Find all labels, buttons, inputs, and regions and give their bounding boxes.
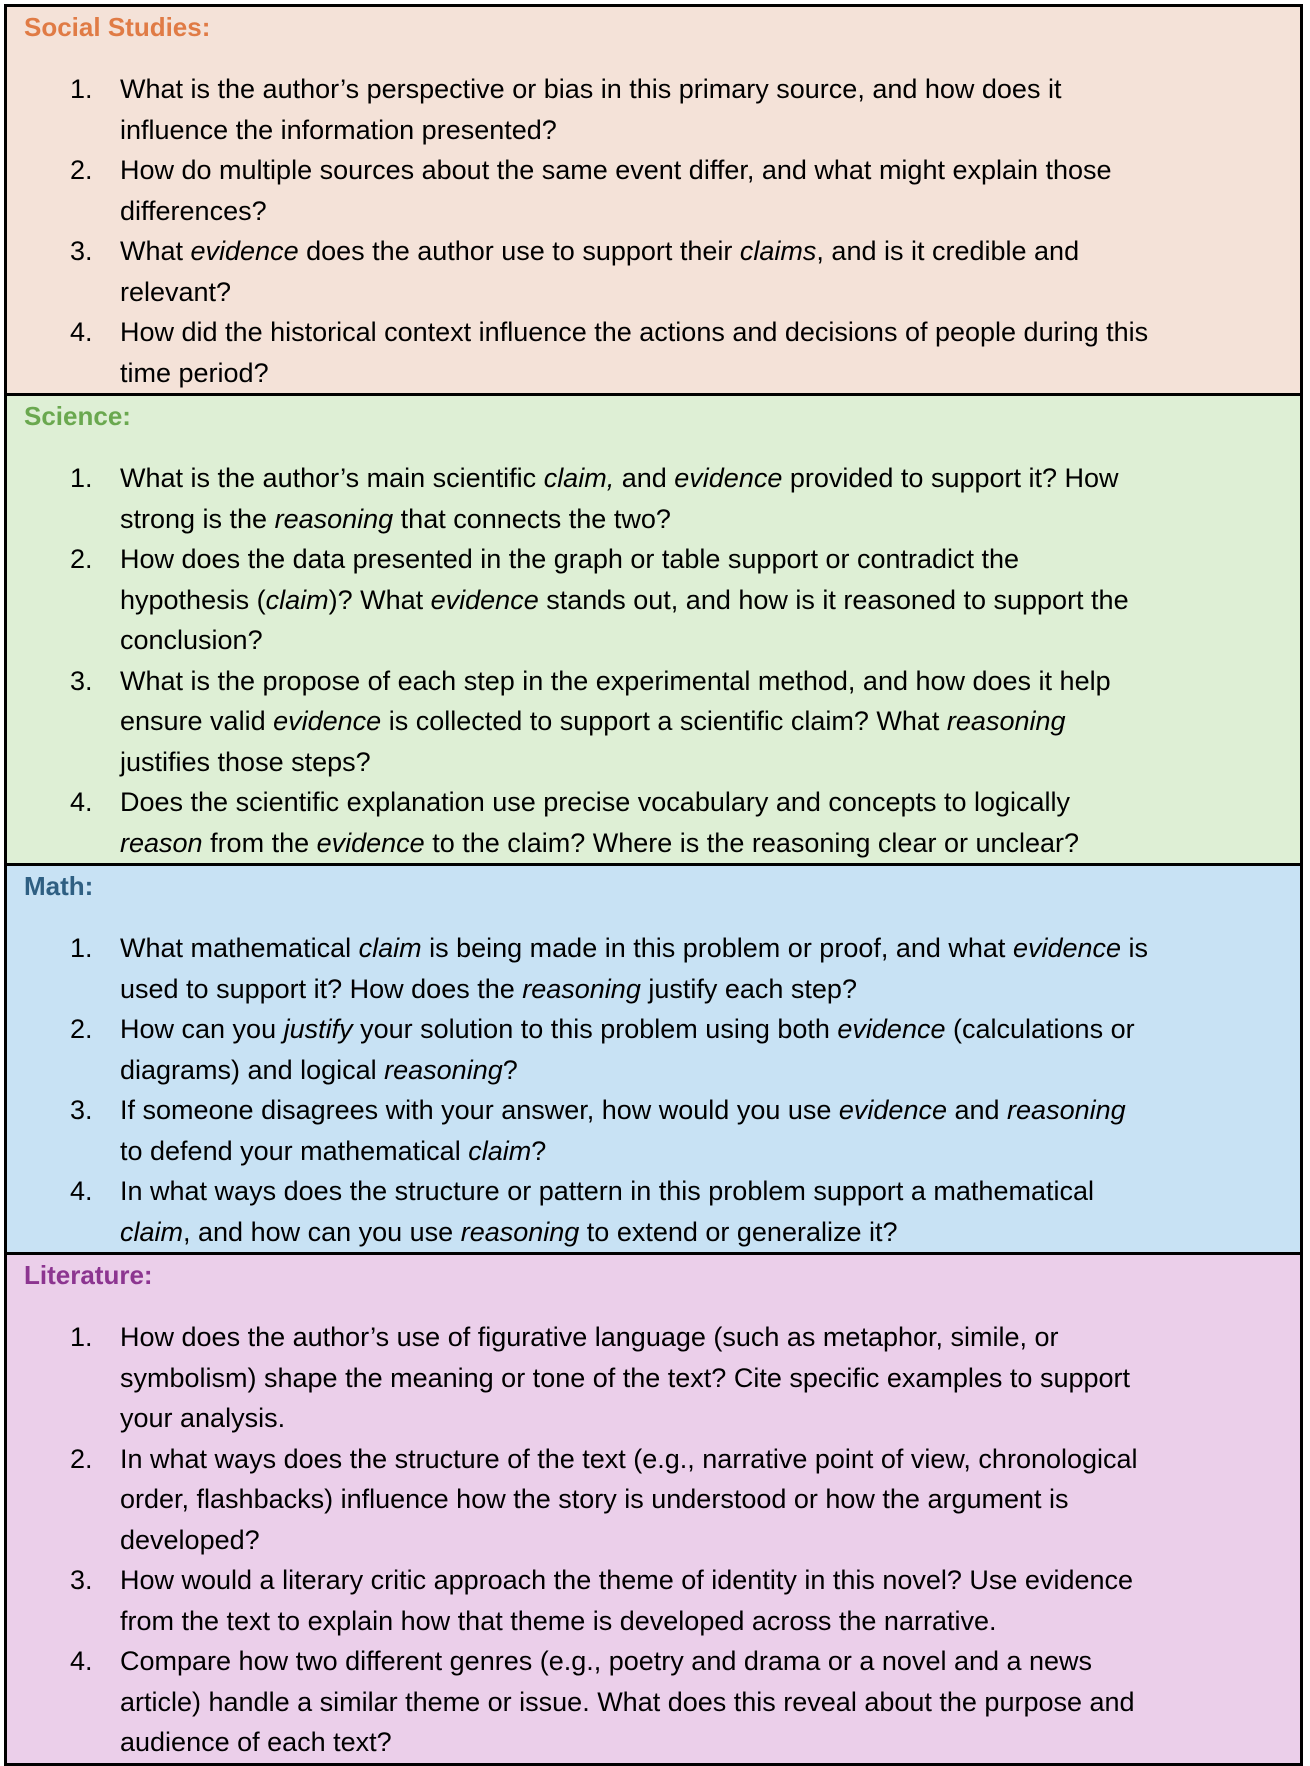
question-item: [7, 1439, 1300, 1561]
question-number: 2.: [70, 544, 93, 574]
question-text-line: [120, 1131, 1300, 1172]
text-segment: to the claim? Where is the reasoning clear or unclear?: [424, 827, 1080, 858]
question-number: 3.: [70, 1095, 93, 1125]
question-text-line: [120, 110, 1300, 151]
text-segment: your analysis.: [120, 1403, 286, 1433]
question-text-line: [120, 782, 1300, 823]
question-number: 3.: [70, 665, 93, 696]
text-segment: In what ways does the structure or pattern in this problem support a mathematical: [120, 1176, 1094, 1206]
question-item: [7, 1317, 1300, 1439]
text-segment: that connects the two?: [393, 503, 671, 534]
question-number: 4.: [70, 1646, 93, 1676]
text-segment: If someone disagrees with your answer, how would you use: [120, 1095, 839, 1125]
question-number: 2.: [70, 1014, 93, 1044]
text-segment: does the author use to support their: [298, 236, 740, 266]
text-segment: How does the author’s use of figurative language (such as metaphor, simile, or: [120, 1322, 1059, 1352]
text-segment: What is the propose of each step in the experimental method, and how does it help: [120, 665, 1111, 696]
section-math: [7, 863, 1300, 1252]
emphasized-term: claim: [120, 1216, 184, 1247]
question-text-line: [120, 1009, 1300, 1050]
question-item: [7, 150, 1300, 231]
text-segment: strong is the: [120, 503, 275, 534]
question-list: [7, 69, 1300, 393]
question-text-line: [120, 231, 1300, 272]
text-segment: audience of each text?: [120, 1727, 392, 1757]
question-list: [7, 458, 1300, 863]
text-segment: from the text to explain how that theme is developed across the narrative.: [120, 1605, 997, 1636]
question-text-line: [120, 580, 1300, 621]
question-item: [7, 1171, 1300, 1252]
question-text-line: [120, 1682, 1300, 1723]
text-segment: article) handle a similar theme or issue. What does this reveal about the purpose and: [120, 1686, 1135, 1717]
question-item: [7, 539, 1300, 661]
text-segment: )? What: [328, 584, 431, 615]
text-segment: How does the data presented in the graph or table support or contradict the: [120, 544, 1020, 574]
text-segment: (calculations or: [945, 1014, 1135, 1044]
question-item: [7, 1090, 1300, 1171]
question-text-line: [120, 969, 1300, 1010]
text-segment: hypothesis (: [120, 584, 266, 615]
emphasized-term: evidence: [674, 463, 783, 493]
question-text-line: [120, 1601, 1300, 1642]
emphasized-term: reasoning: [384, 1054, 503, 1085]
text-segment: differences?: [120, 195, 267, 226]
question-number: 3.: [70, 1565, 93, 1595]
section-social-studies: [7, 7, 1300, 393]
text-segment: relevant?: [120, 276, 232, 307]
question-text-line: [120, 823, 1300, 864]
text-segment: your solution to this problem using both: [352, 1014, 838, 1044]
text-segment: How can you: [120, 1014, 284, 1044]
text-segment: What is the author’s perspective or bias in this primary source, and how does it: [120, 74, 1062, 104]
text-segment: How would a literary critic approach the theme of identity in this novel? Use evidence: [120, 1565, 1134, 1595]
question-list: [7, 928, 1300, 1252]
emphasized-term: evidence: [190, 236, 299, 266]
question-text-line: [120, 1090, 1300, 1131]
question-text-line: [120, 1212, 1300, 1253]
text-segment: order, flashbacks) influence how the story is understood or how the argument is: [120, 1484, 1069, 1514]
question-item: [7, 1009, 1300, 1090]
question-text-line: [120, 701, 1300, 742]
emphasized-term: reasoning: [1007, 1095, 1126, 1125]
question-text-line: [120, 312, 1300, 353]
text-segment: Does the scientific explanation use precise vocabulary and concepts to logically: [120, 787, 1071, 817]
question-text-line: [120, 1050, 1300, 1091]
emphasized-term: reasoning: [460, 1216, 580, 1247]
emphasized-term: reason: [120, 827, 203, 858]
question-item: [7, 661, 1300, 783]
text-segment: stands out, and how is it reasoned to support the: [538, 584, 1129, 615]
section-literature: [7, 1252, 1300, 1763]
question-item: [7, 928, 1300, 1009]
text-segment: What is the author’s main scientific: [120, 463, 544, 493]
text-segment: , and is it credible and: [816, 236, 1080, 266]
text-segment: justifies those steps?: [120, 746, 371, 777]
question-number: 2.: [70, 1443, 93, 1474]
text-segment: and: [946, 1095, 1008, 1125]
text-segment: conclusion?: [120, 625, 263, 655]
emphasized-term: evidence: [1012, 933, 1122, 963]
emphasized-term: reasoning: [274, 503, 394, 534]
question-text-line: [120, 1358, 1300, 1399]
section-title: Science:: [24, 401, 131, 431]
question-item: [7, 312, 1300, 393]
question-text-line: [120, 1520, 1300, 1561]
question-text-line: [120, 1641, 1300, 1682]
question-text-line: [120, 69, 1300, 110]
text-segment: is being made in this problem or proof, and what: [421, 933, 1013, 963]
text-segment: symbolism) shape the meaning or tone of the text? Cite specific examples to support: [120, 1362, 1131, 1393]
question-text-line: [120, 620, 1300, 661]
text-segment: and: [614, 463, 675, 493]
question-number: 4.: [70, 787, 93, 817]
text-segment: developed?: [120, 1524, 260, 1555]
question-text-line: [120, 742, 1300, 783]
emphasized-term: evidence: [316, 827, 425, 858]
emphasized-term: justify: [283, 1014, 353, 1044]
question-item: [7, 458, 1300, 539]
text-segment: to defend your mathematical: [120, 1135, 469, 1166]
emphasized-term: claim: [468, 1135, 532, 1166]
section-title: Math:: [24, 871, 94, 901]
section-title: Social Studies:: [24, 12, 211, 42]
question-number: 1.: [70, 1322, 93, 1352]
question-number: 1.: [70, 74, 93, 104]
text-segment: ?: [502, 1054, 518, 1085]
emphasized-term: claim: [265, 584, 329, 615]
text-segment: ?: [531, 1135, 547, 1166]
text-segment: from the: [202, 827, 317, 858]
question-text-line: [120, 1317, 1300, 1358]
question-text-line: [120, 1479, 1300, 1520]
text-segment: justify each step?: [640, 973, 857, 1004]
question-item: [7, 782, 1300, 863]
text-segment: How did the historical context influence the actions and decisions of people during this: [120, 317, 1149, 347]
text-segment: is collected to support a scientific claim? What: [381, 706, 947, 736]
emphasized-term: evidence: [838, 1095, 947, 1125]
question-item: [7, 231, 1300, 312]
question-text-line: [120, 928, 1300, 969]
question-number: 4.: [70, 317, 93, 347]
text-segment: What: [120, 236, 191, 266]
emphasized-term: reasoning: [522, 973, 641, 1004]
question-text-line: [120, 458, 1300, 499]
emphasized-term: claim: [358, 933, 422, 963]
text-segment: In what ways does the structure of the text (e.g., narrative point of view, chronological: [120, 1443, 1138, 1474]
emphasized-term: reasoning: [946, 706, 1066, 736]
text-segment: How do multiple sources about the same event differ, and what might explain those: [120, 155, 1112, 185]
question-text-line: [120, 272, 1300, 313]
text-segment: influence the information presented?: [120, 114, 557, 145]
emphasized-term: claim,: [543, 463, 615, 493]
text-segment: , and how can you use: [183, 1216, 461, 1247]
question-number: 4.: [70, 1176, 93, 1206]
text-segment: What mathematical: [120, 933, 359, 963]
question-text-line: [120, 150, 1300, 191]
text-segment: ensure valid: [120, 706, 274, 736]
text-segment: is: [1121, 933, 1149, 963]
question-text-line: [120, 1171, 1300, 1212]
text-segment: Compare how two different genres (e.g., poetry and drama or a novel and a news: [120, 1646, 1093, 1676]
question-text-line: [120, 499, 1300, 540]
text-segment: time period?: [120, 357, 269, 388]
text-segment: diagrams) and logical: [120, 1054, 385, 1085]
emphasized-term: evidence: [273, 706, 382, 736]
question-text-line: [120, 661, 1300, 702]
question-text-line: [120, 1439, 1300, 1480]
question-text-line: [120, 1560, 1300, 1601]
question-number: 1.: [70, 463, 93, 493]
question-item: [7, 1560, 1300, 1641]
question-item: [7, 1641, 1300, 1763]
question-list: [7, 1317, 1300, 1763]
question-number: 3.: [70, 236, 93, 266]
subject-questions-table: [4, 4, 1303, 1766]
text-segment: provided to support it? How: [782, 463, 1119, 493]
section-title: Literature:: [24, 1260, 153, 1290]
question-text-line: [120, 191, 1300, 232]
emphasized-term: evidence: [837, 1014, 946, 1044]
question-text-line: [120, 539, 1300, 580]
emphasized-term: claims: [739, 236, 817, 266]
emphasized-term: evidence: [430, 584, 539, 615]
question-text-line: [120, 353, 1300, 394]
question-text-line: [120, 1398, 1300, 1439]
question-number: 1.: [70, 933, 93, 963]
question-item: [7, 69, 1300, 150]
question-number: 2.: [70, 155, 93, 185]
text-segment: to extend or generalize it?: [579, 1216, 898, 1247]
text-segment: used to support it? How does the: [120, 973, 523, 1004]
question-text-line: [120, 1722, 1300, 1763]
section-science: [7, 393, 1300, 863]
